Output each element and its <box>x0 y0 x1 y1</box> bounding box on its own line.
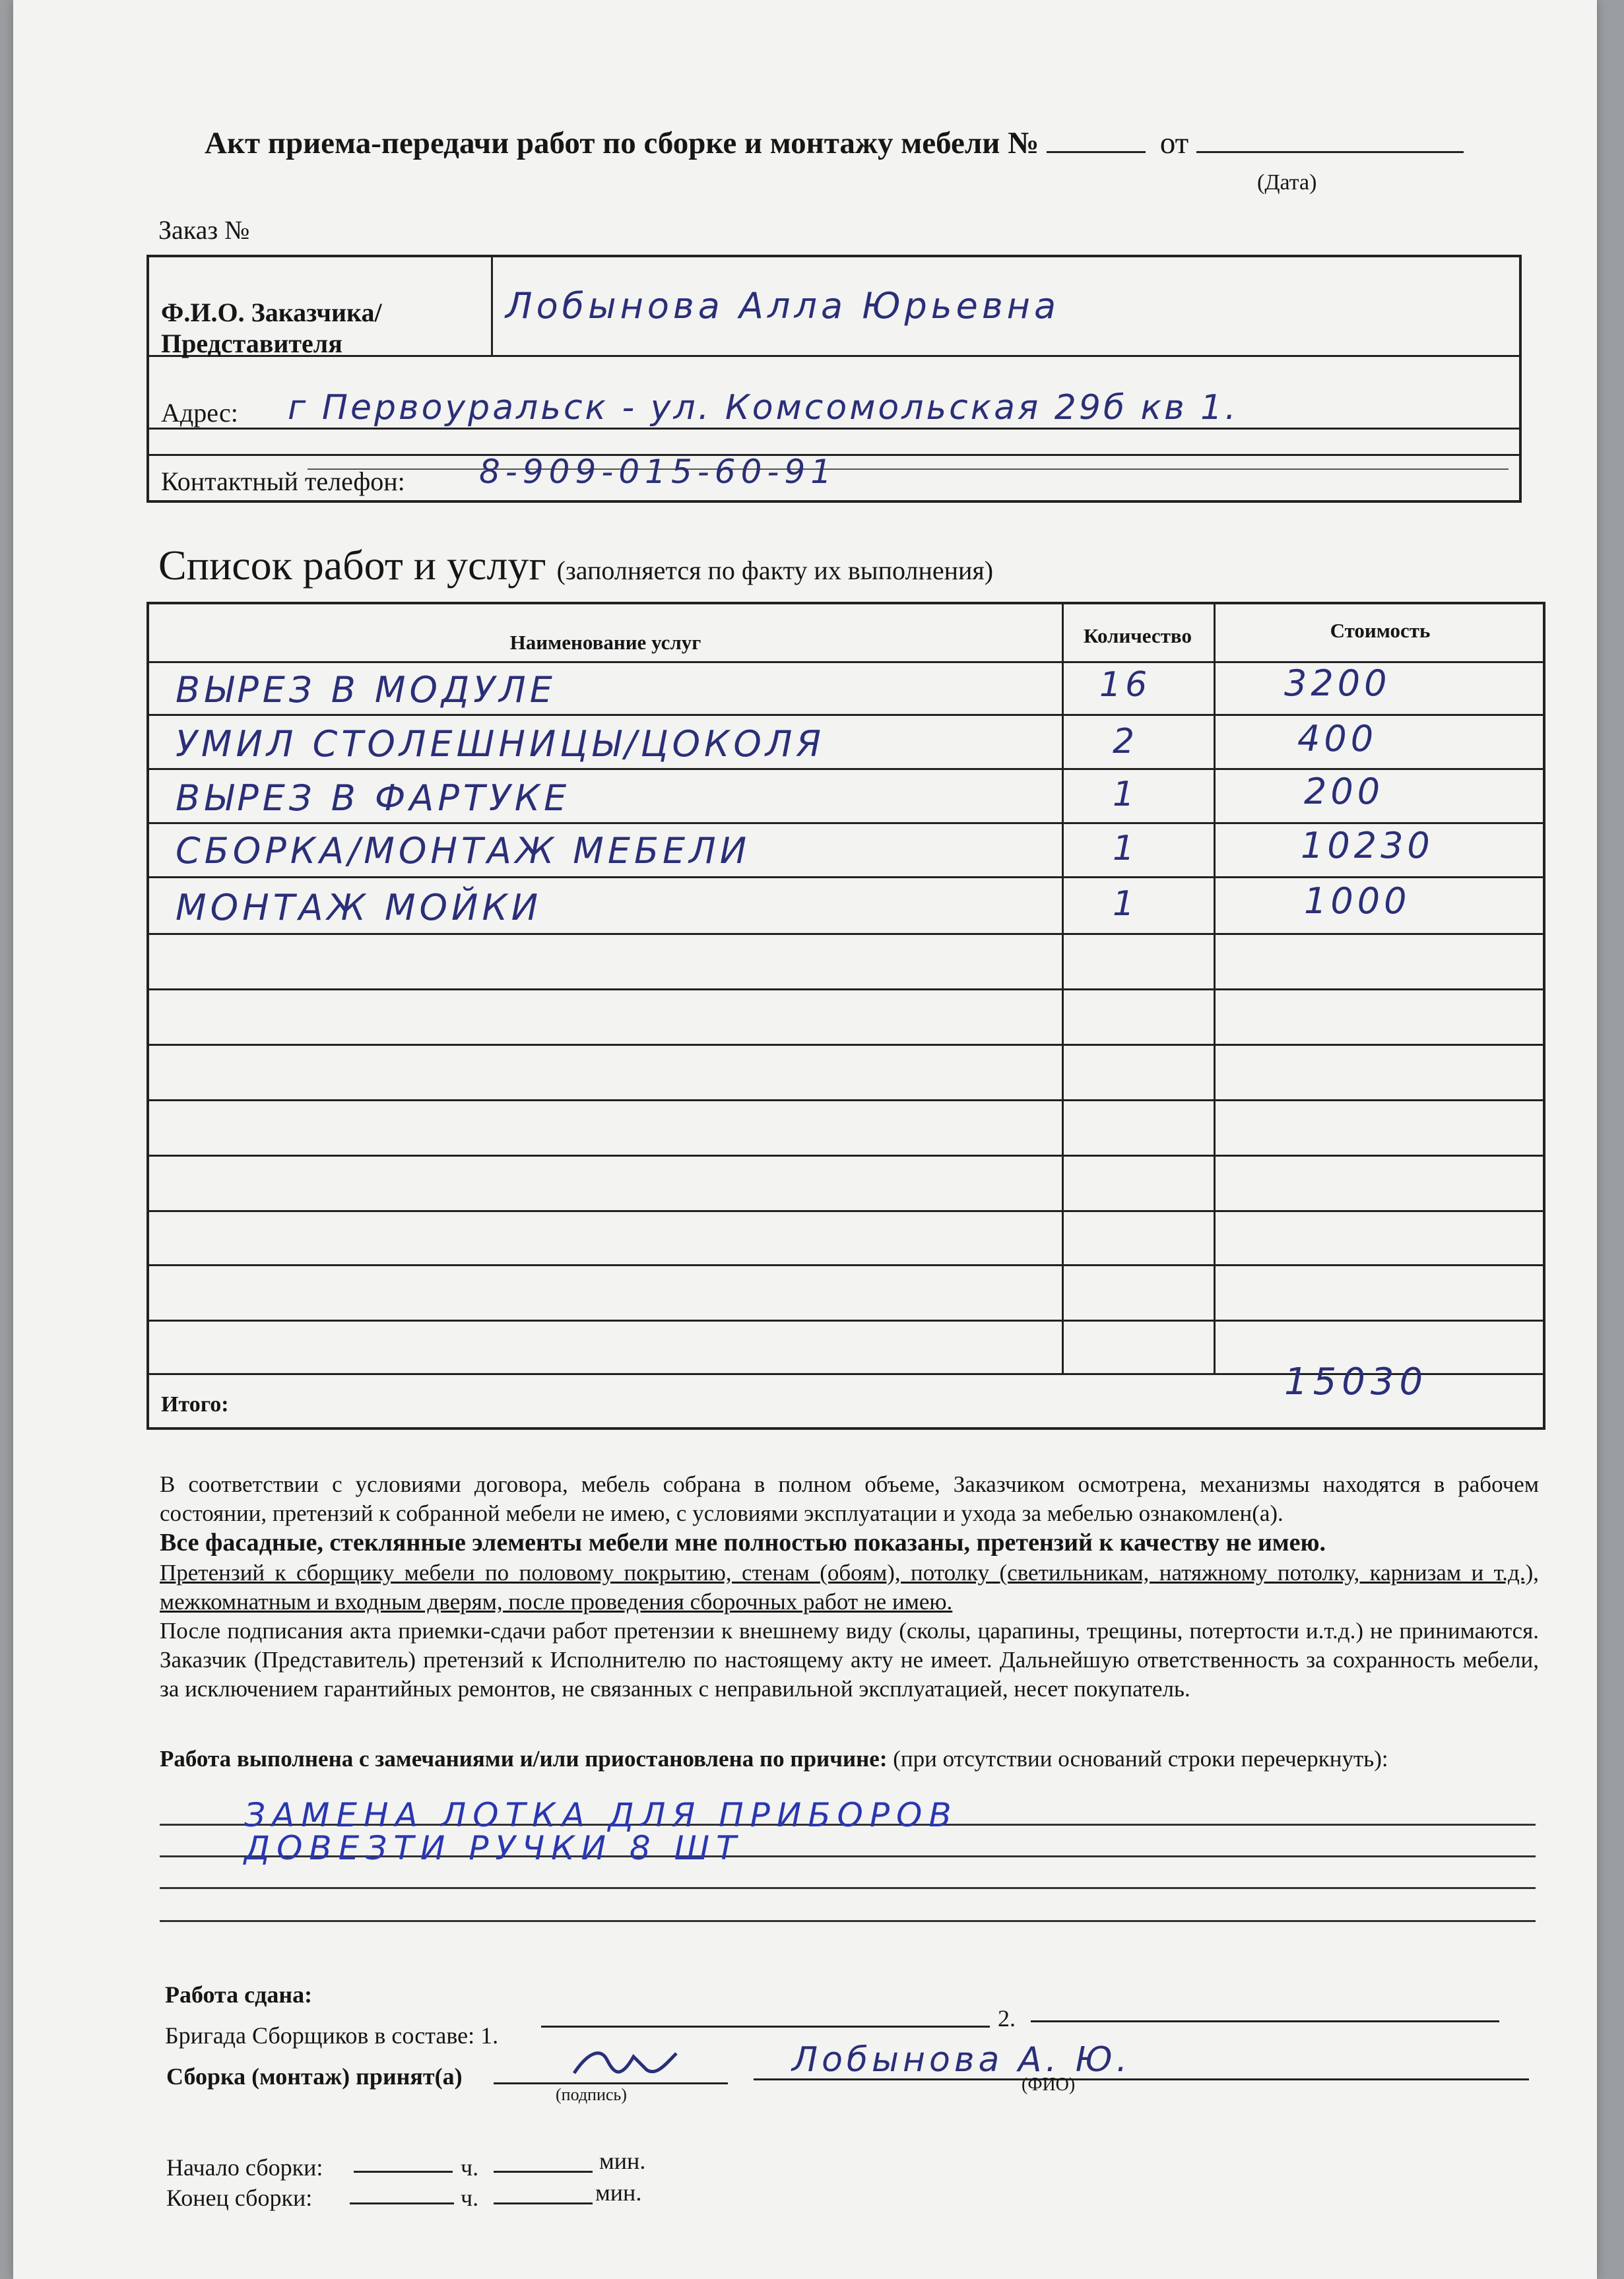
service-cost: 10230 <box>1301 825 1434 866</box>
phone-label: Контактный телефон: <box>161 466 405 496</box>
services-section-title: Список работ и услуг (заполняется по факту их выполнения) <box>158 542 994 589</box>
customer-name-label: Ф.И.О. Заказчика/ Представителя <box>161 298 382 358</box>
start-hours-blank <box>354 2171 453 2173</box>
service-name: ВЫРЕЗ В МОДУЛЕ <box>176 669 556 711</box>
service-qty: 16 <box>1099 665 1152 705</box>
accepted-fio-value: Лобынова А. Ю. <box>792 2040 1132 2080</box>
customer-name-value: Лобынова Алла Юрьевна <box>505 285 1060 327</box>
signature-caption: (подпись) <box>556 2085 627 2104</box>
from-label: от <box>1159 126 1189 160</box>
total-label: Итого: <box>161 1392 229 1417</box>
start-hours-label: ч. <box>461 2154 479 2181</box>
accepted-label: Сборка (монтаж) принят(а) <box>166 2063 463 2090</box>
service-cost: 400 <box>1297 718 1378 759</box>
remarks-label: Работа выполнена с замечаниями и/или приостановлена по причине: (при отсутствии оснований строки перечеркнуть): <box>160 1746 1388 1772</box>
handover-heading: Работа сдана: <box>165 1981 313 2008</box>
service-qty: 2 <box>1113 722 1139 761</box>
team-member-2-blank <box>1031 2020 1499 2022</box>
services-table <box>146 602 1545 1430</box>
end-label: Конец сборки: <box>166 2185 313 2211</box>
column-header-name: Наименование услуг <box>509 631 701 654</box>
document-title: Акт приема-передачи работ по сборке и монтажу мебели № от <box>205 125 1464 161</box>
service-name: ВЫРЕЗ В ФАРТУКЕ <box>176 777 571 819</box>
team-second-label: 2. <box>998 2005 1016 2032</box>
terms-paragraph-4: После подписания акта приемки-сдачи работ претензии к внешнему виду (сколы, царапины, трещины, потертости и.т.д.) не принимаются. Заказчик (Представитель) претензий к Исполнителю по настоящему акту не имеет. Дальнейшую ответственность за сохранность мебели, за исключением гарантийных ремонтов, не связанных с неправильной эксплуатацией, несет покупатель. <box>160 1618 1539 1702</box>
team-member-1-blank <box>541 2026 990 2028</box>
fio-caption: (ФИО) <box>1022 2074 1076 2095</box>
column-header-cost: Стоимость <box>1330 619 1431 642</box>
phone-value: 8-909-015-60-91 <box>479 453 837 491</box>
terms-paragraph-1: В соответствии с условиями договора, мебель собрана в полном объеме, Заказчиком осмотрена, механизмы находятся в рабочем состоянии, претензий к собранной мебели не имею, с условиями эксплуатации и ухода за мебелью ознакомлен(а). <box>160 1471 1539 1526</box>
remark-line-1: ЗАМЕНА ЛОТКА ДЛЯ ПРИБОРОВ <box>244 1796 958 1834</box>
service-cost: 1000 <box>1304 880 1411 922</box>
services-section-note: (заполняется по факту их выполнения) <box>556 556 994 585</box>
address-value: г Первоуральск - ул. Комсомольская 29б кв 1. <box>288 388 1239 428</box>
start-minutes-label: мин. <box>599 2148 646 2174</box>
end-hours-label: ч. <box>461 2185 479 2211</box>
service-qty: 1 <box>1113 775 1139 814</box>
total-value: 15030 <box>1284 1361 1429 1403</box>
service-name: УМИЛ СТОЛЕШНИЦЫ/ЦОКОЛЯ <box>176 723 826 765</box>
date-caption: (Дата) <box>1257 170 1317 195</box>
service-cost: 200 <box>1304 771 1384 812</box>
order-number-label: Заказ № <box>158 215 250 245</box>
end-minutes-label: мин. <box>595 2179 642 2206</box>
date-blank <box>1196 126 1464 153</box>
address-label: Адрес: <box>161 398 238 428</box>
act-number-blank <box>1047 126 1146 153</box>
service-qty: 1 <box>1113 884 1139 924</box>
remark-line-2: ДОВЕЗТИ РУЧКИ 8 ШТ <box>244 1829 743 1867</box>
remarks-note: (при отсутствии оснований строки перечеркнуть): <box>893 1746 1388 1772</box>
customer-info-box <box>146 255 1522 503</box>
start-minutes-blank <box>494 2171 593 2173</box>
terms-paragraph-3: Претензий к сборщику мебели по половому покрытию, стенам (обоям), потолку (светильникам, натяжному потолку, карнизам и т.д.), межкомнатным и входным дверям, после проведения сборочных работ не имею. <box>160 1560 1539 1615</box>
end-hours-blank <box>350 2202 454 2204</box>
terms-paragraph-2: Все фасадные, стеклянные элементы мебели мне полностью показаны, претензий к качеству не имею. <box>160 1529 1326 1557</box>
service-qty: 1 <box>1113 829 1139 868</box>
end-minutes-blank <box>494 2202 593 2204</box>
customer-signature-mark <box>568 2040 680 2086</box>
start-label: Начало сборки: <box>166 2154 323 2181</box>
service-name: СБОРКА/МОНТАЖ МЕБЕЛИ <box>176 830 751 872</box>
service-cost: 3200 <box>1284 662 1391 704</box>
column-header-qty: Количество <box>1084 624 1192 647</box>
service-name: МОНТАЖ МОЙКИ <box>176 887 542 928</box>
team-label: Бригада Сборщиков в составе: 1. <box>165 2022 499 2049</box>
